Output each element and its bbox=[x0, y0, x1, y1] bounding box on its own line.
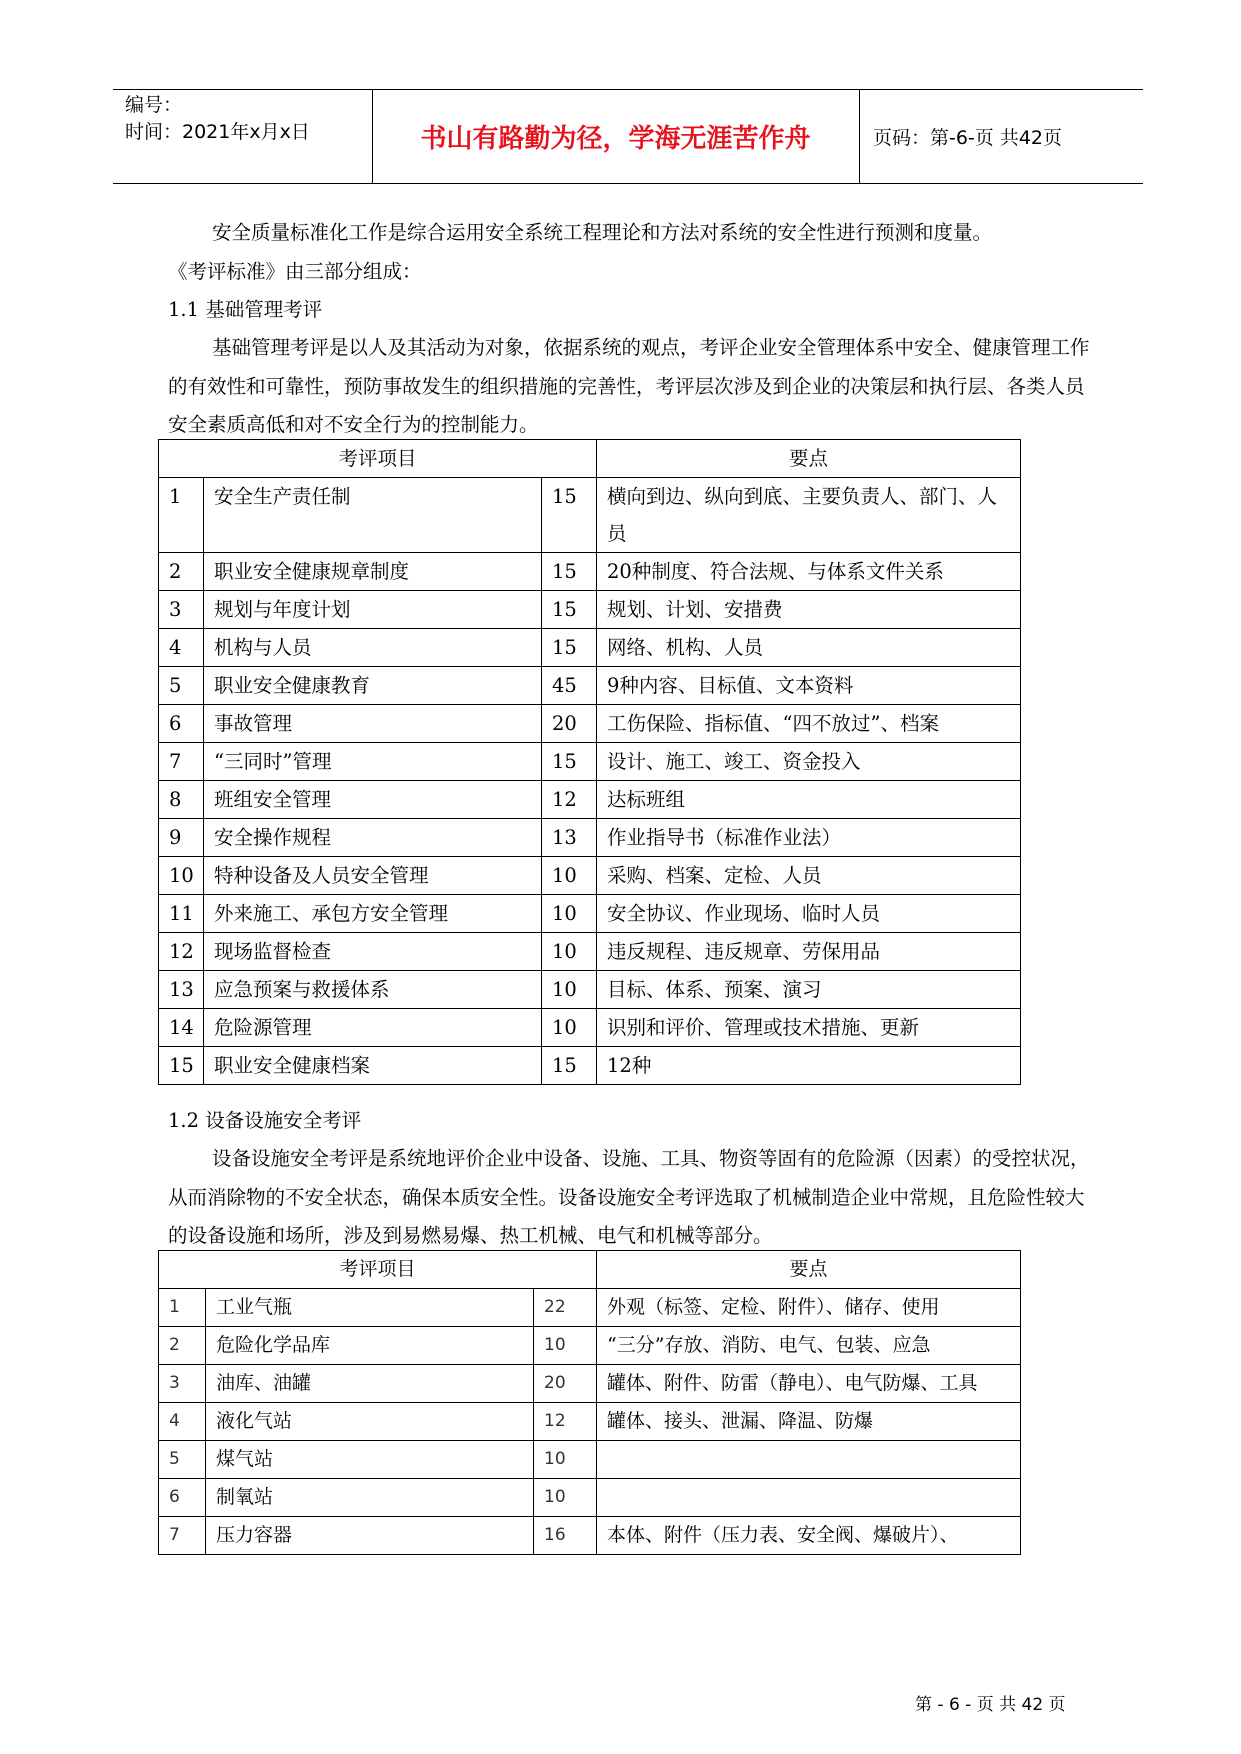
item-name: 压力容器 bbox=[206, 1517, 534, 1555]
table-row bbox=[159, 743, 1021, 781]
item-name: 现场监督检查 bbox=[204, 933, 542, 971]
item-points: 采购、档案、定检、人员 bbox=[597, 857, 1021, 895]
table-row bbox=[159, 971, 1021, 1009]
table-row bbox=[159, 819, 1021, 857]
item-name: 工业气瓶 bbox=[206, 1289, 534, 1327]
table-row bbox=[159, 1289, 1021, 1327]
row-number: 6 bbox=[159, 705, 204, 743]
item-name: 制氧站 bbox=[206, 1479, 534, 1517]
item-points: 横向到边、纵向到底、主要负责人、部门、人员 bbox=[597, 478, 1021, 553]
table-row bbox=[159, 1365, 1021, 1403]
equipment-facility-table bbox=[158, 1250, 1021, 1555]
row-number: 2 bbox=[159, 553, 204, 591]
row-number: 7 bbox=[159, 1517, 206, 1555]
table-row bbox=[159, 1403, 1021, 1441]
item-name: 外来施工、承包方安全管理 bbox=[204, 895, 542, 933]
item-points: 外观（标签、定检、附件）、储存、使用 bbox=[597, 1289, 1021, 1327]
item-points: 达标班组 bbox=[597, 781, 1021, 819]
header-page-label: 页码：第-6-页 共42页 bbox=[873, 127, 1063, 149]
item-score: 12 bbox=[534, 1403, 597, 1441]
basic-management-table bbox=[158, 439, 1021, 1085]
row-number: 13 bbox=[159, 971, 204, 1009]
table-row bbox=[159, 781, 1021, 819]
column-header-points: 要点 bbox=[597, 440, 1021, 478]
item-name: 职业安全健康档案 bbox=[204, 1047, 542, 1085]
intro-line-2: 《考评标准》由三部分组成： bbox=[168, 260, 422, 283]
item-name: 安全生产责任制 bbox=[204, 478, 542, 553]
item-name: 煤气站 bbox=[206, 1441, 534, 1479]
item-score: 16 bbox=[534, 1517, 597, 1555]
row-number: 9 bbox=[159, 819, 204, 857]
column-header-item: 考评项目 bbox=[159, 440, 597, 478]
row-number: 1 bbox=[159, 1289, 206, 1327]
item-score: 10 bbox=[542, 933, 597, 971]
row-number: 2 bbox=[159, 1327, 206, 1365]
table-row bbox=[159, 1517, 1021, 1555]
item-points: 工伤保险、指标值、“四不放过”、档案 bbox=[597, 705, 1021, 743]
table-row bbox=[159, 705, 1021, 743]
row-number: 14 bbox=[159, 1009, 204, 1047]
row-number: 6 bbox=[159, 1479, 206, 1517]
item-score: 15 bbox=[542, 553, 597, 591]
item-name: “三同时”管理 bbox=[204, 743, 542, 781]
item-score: 10 bbox=[542, 857, 597, 895]
table-row bbox=[159, 667, 1021, 705]
item-points: 安全协议、作业现场、临时人员 bbox=[597, 895, 1021, 933]
item-name: 危险源管理 bbox=[204, 1009, 542, 1047]
section2-paragraph: 设备设施安全考评是系统地评价企业中设备、设施、工具、物资等固有的危险源（因素）的受控状况，从而消除物的不安全状态，确保本质安全性。设备设施安全考评选取了机械制造企业中常规，且危险性较大的设备设施和场所，涉及到易燃易爆、热工机械、电气和机械等部分。 bbox=[168, 1147, 1090, 1247]
item-score: 20 bbox=[542, 705, 597, 743]
item-name: 事故管理 bbox=[204, 705, 542, 743]
item-score: 20 bbox=[534, 1365, 597, 1403]
item-name: 特种设备及人员安全管理 bbox=[204, 857, 542, 895]
item-name: 规划与年度计划 bbox=[204, 591, 542, 629]
item-score: 10 bbox=[542, 971, 597, 1009]
item-name: 安全操作规程 bbox=[204, 819, 542, 857]
item-score: 12 bbox=[542, 781, 597, 819]
row-number: 5 bbox=[159, 1441, 206, 1479]
item-points: 网络、机构、人员 bbox=[597, 629, 1021, 667]
item-score: 22 bbox=[534, 1289, 597, 1327]
table-row bbox=[159, 553, 1021, 591]
item-score: 15 bbox=[542, 629, 597, 667]
column-header-points: 要点 bbox=[597, 1251, 1021, 1289]
table-row bbox=[159, 591, 1021, 629]
row-number: 3 bbox=[159, 1365, 206, 1403]
row-number: 5 bbox=[159, 667, 204, 705]
item-points: 罐体、接头、泄漏、降温、防爆 bbox=[597, 1403, 1021, 1441]
row-number: 8 bbox=[159, 781, 204, 819]
item-points: 违反规程、违反规章、劳保用品 bbox=[597, 933, 1021, 971]
number-label: 编号： bbox=[125, 94, 183, 116]
section-heading-2: 1.2 设备设施安全考评 bbox=[168, 1109, 362, 1132]
item-score: 10 bbox=[542, 895, 597, 933]
table-row bbox=[159, 478, 1021, 553]
item-name: 职业安全健康教育 bbox=[204, 667, 542, 705]
item-points: 12种 bbox=[597, 1047, 1021, 1085]
item-points: 本体、附件（压力表、安全阀、爆破片）、 bbox=[597, 1517, 1021, 1555]
table-row bbox=[159, 1479, 1021, 1517]
row-number: 15 bbox=[159, 1047, 204, 1085]
item-score: 10 bbox=[534, 1441, 597, 1479]
item-points: 9种内容、目标值、文本资料 bbox=[597, 667, 1021, 705]
item-points: 20种制度、符合法规、与体系文件关系 bbox=[597, 553, 1021, 591]
item-name: 职业安全健康规章制度 bbox=[204, 553, 542, 591]
item-points: 规划、计划、安措费 bbox=[597, 591, 1021, 629]
item-score: 15 bbox=[542, 591, 597, 629]
table-row bbox=[159, 857, 1021, 895]
item-points: “三分”存放、消防、电气、包装、应急 bbox=[597, 1327, 1021, 1365]
row-number: 4 bbox=[159, 1403, 206, 1441]
item-points: 设计、施工、竣工、资金投入 bbox=[597, 743, 1021, 781]
row-number: 7 bbox=[159, 743, 204, 781]
item-points bbox=[597, 1441, 1021, 1479]
item-name: 液化气站 bbox=[206, 1403, 534, 1441]
page-header bbox=[113, 89, 1143, 184]
row-number: 12 bbox=[159, 933, 204, 971]
row-number: 1 bbox=[159, 478, 204, 553]
item-points: 罐体、附件、防雷（静电）、电气防爆、工具 bbox=[597, 1365, 1021, 1403]
section1-paragraph: 基础管理考评是以人及其活动为对象，依据系统的观点，考评企业安全管理体系中安全、健康管理工作的有效性和可靠性，预防事故发生的组织措施的完善性，考评层次涉及到企业的决策层和执行层、各类人员安全素质高低和对不安全行为的控制能力。 bbox=[168, 336, 1090, 436]
table-row bbox=[159, 629, 1021, 667]
row-number: 4 bbox=[159, 629, 204, 667]
row-number: 3 bbox=[159, 591, 204, 629]
item-score: 15 bbox=[542, 743, 597, 781]
table-row bbox=[159, 1441, 1021, 1479]
table-row bbox=[159, 1009, 1021, 1047]
table-header-row bbox=[159, 440, 1021, 478]
table-row bbox=[159, 1047, 1021, 1085]
item-score: 15 bbox=[542, 1047, 597, 1085]
header-motto: 书山有路勤为径，学海无涯苦作舟 bbox=[420, 124, 811, 154]
intro-line-1: 安全质量标准化工作是综合运用安全系统工程理论和方法对系统的安全性进行预测和度量。 bbox=[212, 221, 993, 244]
item-points: 目标、体系、预案、演习 bbox=[597, 971, 1021, 1009]
table-row bbox=[159, 933, 1021, 971]
item-name: 应急预案与救援体系 bbox=[204, 971, 542, 1009]
time-label: 时间：2021年x月x日 bbox=[125, 121, 310, 143]
row-number: 11 bbox=[159, 895, 204, 933]
column-header-item: 考评项目 bbox=[159, 1251, 597, 1289]
item-score: 15 bbox=[542, 478, 597, 553]
item-points bbox=[597, 1479, 1021, 1517]
table-row bbox=[159, 895, 1021, 933]
header-divider bbox=[859, 90, 860, 183]
section-heading-1: 1.1 基础管理考评 bbox=[168, 298, 323, 321]
item-name: 班组安全管理 bbox=[204, 781, 542, 819]
table-row bbox=[159, 1327, 1021, 1365]
header-meta bbox=[125, 92, 310, 146]
item-score: 45 bbox=[542, 667, 597, 705]
row-number: 10 bbox=[159, 857, 204, 895]
item-name: 油库、油罐 bbox=[206, 1365, 534, 1403]
item-name: 机构与人员 bbox=[204, 629, 542, 667]
page-footer: 第 - 6 - 页 共 42 页 bbox=[915, 1695, 1066, 1715]
item-score: 13 bbox=[542, 819, 597, 857]
item-points: 识别和评价、管理或技术措施、更新 bbox=[597, 1009, 1021, 1047]
item-name: 危险化学品库 bbox=[206, 1327, 534, 1365]
item-score: 10 bbox=[534, 1327, 597, 1365]
table-header-row bbox=[159, 1251, 1021, 1289]
item-score: 10 bbox=[534, 1479, 597, 1517]
item-points: 作业指导书（标准作业法） bbox=[597, 819, 1021, 857]
item-score: 10 bbox=[542, 1009, 597, 1047]
